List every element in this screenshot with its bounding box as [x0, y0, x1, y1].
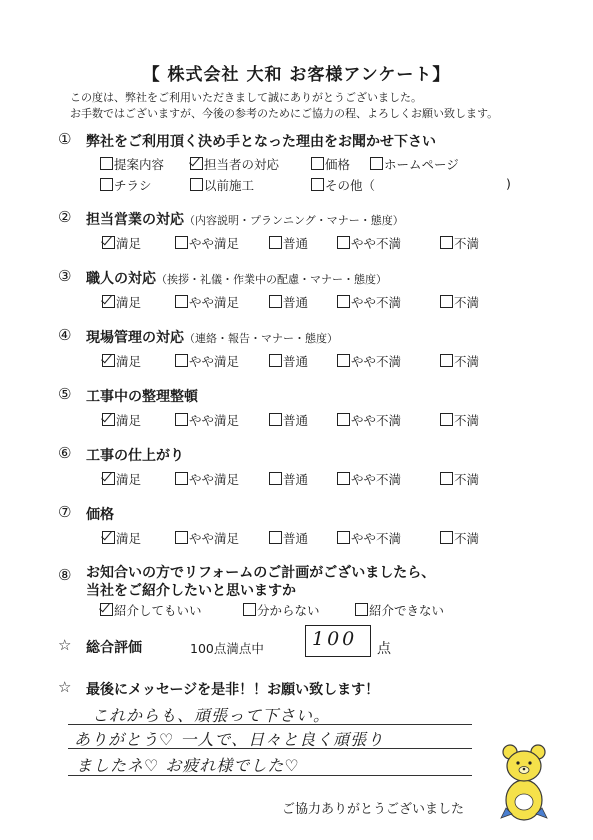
checkbox-icon[interactable] — [311, 178, 324, 191]
rating-option-1[interactable] — [175, 352, 239, 370]
checkbox-icon[interactable] — [355, 603, 368, 616]
checkbox-icon[interactable] — [440, 354, 453, 367]
question-title-text: 職人の対応 — [86, 271, 156, 287]
rating-option-3[interactable] — [337, 352, 401, 370]
bear-mascot-illustration — [500, 742, 548, 822]
option-label: 普通 — [283, 472, 309, 487]
rating-option-3[interactable] — [337, 234, 401, 252]
option-label: 普通 — [283, 354, 309, 369]
option-label: 不満 — [454, 472, 480, 487]
option-label: 不満 — [454, 354, 480, 369]
rating-option-4[interactable] — [440, 411, 479, 429]
checkbox-icon[interactable] — [337, 295, 350, 308]
q1-option-3[interactable] — [370, 155, 459, 173]
message-rule-1 — [68, 724, 472, 725]
checkbox-icon[interactable] — [370, 157, 383, 170]
rating-option-1[interactable] — [175, 470, 239, 488]
option-label: 不満 — [454, 236, 480, 251]
checkbox-icon[interactable] — [269, 354, 282, 367]
score-unit: 点 — [377, 641, 391, 657]
q1-option-0[interactable] — [100, 155, 164, 173]
question-number: ⑤ — [58, 385, 72, 403]
option-label: 不満 — [454, 295, 480, 310]
option-label: 満足 — [116, 472, 142, 487]
checkbox-icon[interactable] — [337, 472, 350, 485]
question-number: ⑥ — [58, 444, 72, 462]
checked-checkbox-icon[interactable] — [102, 236, 115, 249]
option-label: 提案内容 — [114, 157, 165, 172]
checkbox-icon[interactable] — [100, 178, 113, 191]
question-subtitle: （連絡・報告・マナー・態度） — [184, 332, 338, 345]
option-label: ホームページ — [384, 157, 459, 172]
option-label: やや満足 — [189, 413, 240, 428]
option-label: その他（ — [325, 178, 376, 193]
option-label: 満足 — [116, 236, 142, 251]
rating-option-4[interactable] — [440, 293, 479, 311]
checkbox-icon[interactable] — [337, 531, 350, 544]
rating-option-1[interactable] — [175, 293, 239, 311]
q1-option-5[interactable] — [190, 176, 254, 194]
option-label: 担当者の対応 — [204, 157, 280, 172]
option-label: やや不満 — [351, 236, 402, 251]
rating-option-3[interactable] — [337, 411, 401, 429]
q8-title-line-2: 当社をご紹介したいと思いますか — [86, 583, 296, 599]
option-label: 分からない — [257, 603, 320, 618]
checked-checkbox-icon[interactable] — [102, 413, 115, 426]
rating-option-4[interactable] — [440, 470, 479, 488]
rating-option-4[interactable] — [440, 529, 479, 547]
intro-line-1: この度は、弊社をご利用いただきまして誠にありがとうございました。 — [70, 91, 422, 104]
option-label: 満足 — [116, 354, 142, 369]
rating-option-3[interactable] — [337, 293, 401, 311]
checkbox-icon[interactable] — [440, 472, 453, 485]
question-subtitle: （内容説明・プランニング・マナー・態度） — [184, 214, 404, 227]
option-label: 満足 — [116, 295, 142, 310]
option-label: やや満足 — [189, 531, 240, 546]
rating-option-0[interactable] — [102, 411, 141, 429]
rating-option-2[interactable] — [269, 293, 308, 311]
option-label: 普通 — [283, 295, 309, 310]
q1-option-1[interactable] — [190, 155, 279, 173]
rating-option-2[interactable] — [269, 234, 308, 252]
checkbox-icon[interactable] — [269, 472, 282, 485]
q1-other-close: ) — [506, 176, 511, 191]
option-label: 普通 — [283, 531, 309, 546]
checkbox-icon[interactable] — [269, 236, 282, 249]
q8-option-1[interactable] — [243, 601, 320, 619]
option-label: やや不満 — [351, 472, 402, 487]
option-label: やや満足 — [189, 236, 240, 251]
question-title-text: 担当営業の対応 — [86, 212, 184, 228]
survey-title: 【 株式会社 大和 お客様アンケート】 — [142, 65, 451, 85]
intro-line-2: お手数ではございますが、今後の参考のためにご協力の程、よろしくお願い致します。 — [70, 107, 499, 120]
question-title-text: 工事の仕上がり — [86, 448, 184, 464]
q1-option-2[interactable] — [311, 155, 350, 173]
checkbox-icon[interactable] — [175, 295, 188, 308]
checkbox-icon[interactable] — [440, 295, 453, 308]
question-title-text: 工事中の整理整頓 — [86, 389, 198, 405]
option-label: やや満足 — [189, 354, 240, 369]
total-star-icon: ☆ — [58, 636, 72, 654]
checkbox-icon[interactable] — [175, 236, 188, 249]
option-label: 満足 — [116, 531, 142, 546]
question-number: ② — [58, 208, 72, 226]
q8-title-line-1: お知合いの方でリフォームのご計画がございましたら、 — [86, 565, 436, 581]
rating-option-0[interactable] — [102, 470, 141, 488]
message-rule-2 — [68, 748, 472, 749]
option-label: チラシ — [114, 178, 152, 193]
checkbox-icon[interactable] — [190, 178, 203, 191]
q1-option-4[interactable] — [100, 176, 152, 194]
question-number: ⑦ — [58, 503, 72, 521]
rating-option-2[interactable] — [269, 411, 308, 429]
option-label: やや満足 — [189, 295, 240, 310]
checked-checkbox-icon[interactable] — [190, 157, 203, 170]
question-title — [86, 504, 114, 524]
score-value: 100 — [312, 628, 358, 650]
checked-checkbox-icon[interactable] — [102, 295, 115, 308]
message-title: 最後にメッセージを是非！！お願い致します！ — [86, 682, 380, 698]
rating-option-2[interactable] — [269, 529, 308, 547]
checkbox-icon[interactable] — [175, 472, 188, 485]
q8-option-2[interactable] — [355, 601, 444, 619]
message-line-3: ましたネ♡ お疲れ様でした♡ — [76, 756, 300, 775]
rating-option-4[interactable] — [440, 352, 479, 370]
rating-option-0[interactable] — [102, 529, 141, 547]
rating-option-1[interactable] — [175, 234, 239, 252]
checkbox-icon[interactable] — [337, 354, 350, 367]
message-star-icon: ☆ — [58, 678, 72, 696]
option-label: やや不満 — [351, 531, 402, 546]
checkbox-icon[interactable] — [269, 295, 282, 308]
rating-option-3[interactable] — [337, 470, 401, 488]
message-rule-3 — [68, 775, 472, 776]
option-label: 紹介してもいい — [114, 603, 202, 618]
q8-number: ⑧ — [58, 566, 72, 584]
question-title — [86, 209, 404, 229]
checked-checkbox-icon[interactable] — [102, 531, 115, 544]
checkbox-icon[interactable] — [440, 236, 453, 249]
total-note: 100点満点中 — [190, 641, 264, 656]
rating-option-3[interactable] — [337, 529, 401, 547]
rating-option-0[interactable] — [102, 352, 141, 370]
checked-checkbox-icon[interactable] — [102, 472, 115, 485]
q1-number: ① — [58, 130, 72, 148]
checkbox-icon[interactable] — [440, 413, 453, 426]
rating-option-0[interactable] — [102, 293, 141, 311]
option-label: やや満足 — [189, 472, 240, 487]
question-title — [86, 327, 338, 347]
checkbox-icon[interactable] — [337, 413, 350, 426]
checked-checkbox-icon[interactable] — [100, 603, 113, 616]
checkbox-icon[interactable] — [269, 413, 282, 426]
option-label: やや不満 — [351, 413, 402, 428]
message-line-1: これからも、頑張って下さい。 — [92, 706, 331, 725]
checkbox-icon[interactable] — [175, 413, 188, 426]
rating-option-1[interactable] — [175, 529, 239, 547]
checkbox-icon[interactable] — [269, 531, 282, 544]
rating-option-2[interactable] — [269, 352, 308, 370]
question-title-text: 価格 — [86, 507, 114, 523]
total-label: 総合評価 — [86, 640, 142, 656]
option-label: 以前施工 — [204, 178, 255, 193]
option-label: やや不満 — [351, 354, 402, 369]
checkbox-icon[interactable] — [243, 603, 256, 616]
rating-option-1[interactable] — [175, 411, 239, 429]
message-line-2: ありがとう♡ 一人で、日々と良く頑張り — [74, 730, 385, 749]
rating-option-2[interactable] — [269, 470, 308, 488]
rating-option-4[interactable] — [440, 234, 479, 252]
checkbox-icon[interactable] — [175, 354, 188, 367]
question-title — [86, 386, 198, 406]
checkbox-icon[interactable] — [337, 236, 350, 249]
question-title — [86, 268, 387, 288]
option-label: 普通 — [283, 413, 309, 428]
checkbox-icon[interactable] — [311, 157, 324, 170]
q1-option-6[interactable] — [311, 176, 375, 194]
question-number: ④ — [58, 326, 72, 344]
question-subtitle: （挨拶・礼儀・作業中の配慮・マナー・態度） — [156, 273, 387, 286]
checked-checkbox-icon[interactable] — [102, 354, 115, 367]
option-label: やや不満 — [351, 295, 402, 310]
question-title — [86, 445, 184, 465]
question-title-text: 現場管理の対応 — [86, 330, 184, 346]
checkbox-icon[interactable] — [100, 157, 113, 170]
footer-thanks: ご協力ありがとうございました — [282, 802, 465, 817]
checkbox-icon[interactable] — [175, 531, 188, 544]
question-number: ③ — [58, 267, 72, 285]
option-label: 不満 — [454, 413, 480, 428]
option-label: 価格 — [325, 157, 351, 172]
option-label: 紹介できない — [369, 603, 445, 618]
q1-title: 弊社をご利用頂く決め手となった理由をお聞かせ下さい — [86, 134, 436, 150]
q8-option-0[interactable] — [100, 601, 202, 619]
option-label: 不満 — [454, 531, 480, 546]
option-label: 普通 — [283, 236, 309, 251]
rating-option-0[interactable] — [102, 234, 141, 252]
option-label: 満足 — [116, 413, 142, 428]
checkbox-icon[interactable] — [440, 531, 453, 544]
